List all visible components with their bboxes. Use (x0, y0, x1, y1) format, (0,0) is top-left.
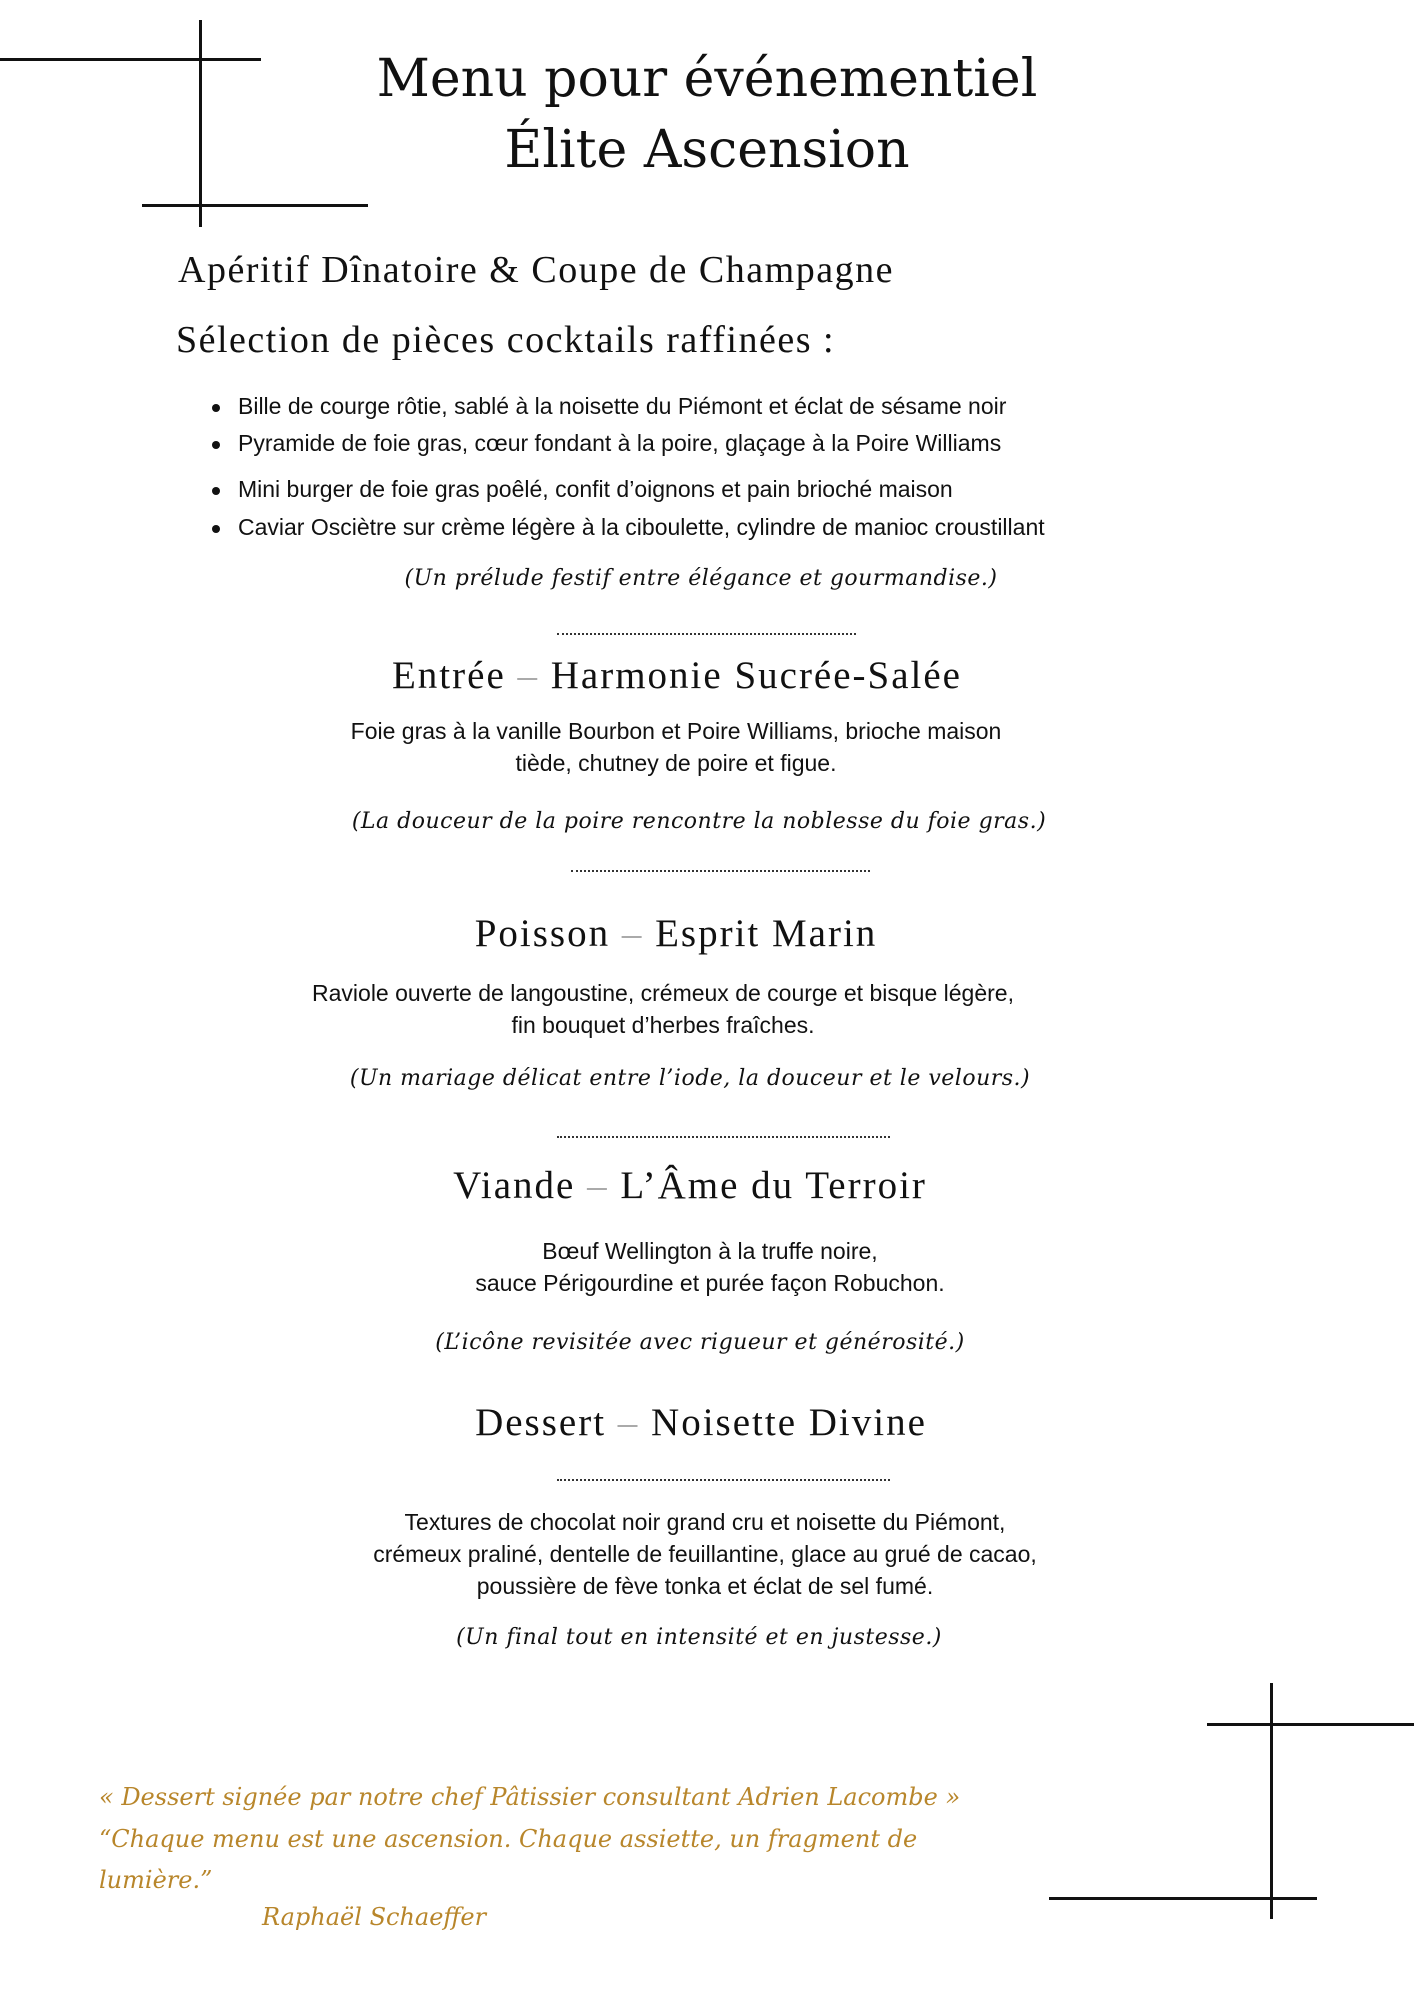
list-item (238, 430, 1001, 457)
list-item-text: Mini burger de foie gras poêlé, confit d’oignons et pain brioché maison (238, 476, 953, 502)
bullet-icon (212, 525, 220, 533)
description-line: Raviole ouverte de langoustine, crémeux de courge et bisque légère, (312, 980, 1014, 1006)
list-item-text: Bille de courge rôtie, sablé à la noisette du Piémont et éclat de sésame noir (238, 393, 1007, 419)
list-item-text: Pyramide de foie gras, cœur fondant à la poire, glaçage à la Poire Williams (238, 430, 1002, 456)
corner-line-top-h2 (142, 204, 368, 207)
pastry-chef-credit: « Dessert signée par notre chef Pâtissier consultant Adrien Lacombe » (99, 1783, 961, 1811)
section-heading-viande (0, 1163, 1397, 1208)
description-line: Textures de chocolat noir grand cru et noisette du Piémont, (404, 1509, 1006, 1535)
section-name: Dessert (475, 1401, 607, 1444)
signature: Raphaël Schaeffer (262, 1903, 487, 1931)
description-line: crémeux praliné, dentelle de feuillantine, glace au grué de cacao, (373, 1541, 1037, 1567)
section-subtitle: Harmonie Sucrée-Salée (550, 654, 962, 697)
description-line: Bœuf Wellington à la truffe noire, (542, 1238, 878, 1264)
section-heading-poisson (0, 911, 1383, 956)
section-subtitle: Noisette Divine (651, 1401, 927, 1444)
divider (557, 1136, 890, 1138)
description-line: tiède, chutney de poire et figue. (515, 750, 837, 776)
section-name: Poisson (474, 912, 611, 955)
section-subtitle: L’Âme du Terroir (620, 1164, 927, 1207)
corner-line-bottom-h1 (1207, 1723, 1414, 1726)
section-name: Entrée (391, 654, 506, 697)
divider (557, 1479, 890, 1481)
section-note-dessert: (Un final tout en intensité et en justesse.) (456, 1625, 942, 1650)
section-subtitle: Esprit Marin (655, 912, 878, 955)
divider (571, 870, 870, 872)
list-item-text: Caviar Osciètre sur crème légère à la ciboulette, cylindre de manioc croustillant (238, 514, 1045, 540)
quote-line2: lumière.” (99, 1866, 213, 1894)
section-note-poisson: (Un mariage délicat entre l’iode, la douceur et le velours.) (349, 1066, 1031, 1091)
description-line: sauce Périgourdine et purée façon Robuchon. (475, 1270, 945, 1296)
list-item (238, 393, 1006, 420)
section-name: Viande (453, 1164, 576, 1207)
aperitif-note: (Un prélude festif entre élégance et gourmandise.) (404, 566, 998, 591)
section-dash: – (621, 912, 644, 955)
section-dash: – (517, 654, 539, 697)
bullet-icon (212, 404, 220, 412)
corner-line-bottom-v (1270, 1683, 1273, 1919)
section-note-viande: (L’icône revisitée avec rigueur et générosité.) (435, 1330, 965, 1355)
description-line: poussière de fève tonka et éclat de sel fumé. (476, 1573, 934, 1599)
section-heading-entree (0, 653, 1384, 698)
description-line: fin bouquet d’herbes fraîches. (511, 1012, 815, 1038)
divider (557, 633, 856, 635)
bullet-icon (212, 441, 220, 449)
quote-line1: “Chaque menu est une ascension. Chaque assiette, un fragment de (99, 1825, 918, 1853)
list-item (238, 514, 1045, 541)
section-dash: – (587, 1164, 609, 1207)
list-item (238, 476, 953, 503)
aperitif-heading: Apéritif Dînatoire & Coupe de Champagne (178, 249, 894, 291)
section-description-dessert (0, 1506, 1410, 1602)
section-description-entree (0, 715, 1352, 779)
section-note-entree: (La douceur de la poire rencontre la noblesse du foie gras.) (351, 809, 1047, 834)
page-title-line2: Élite Ascension (504, 120, 910, 180)
section-description-poisson (0, 977, 1326, 1041)
aperitif-subheading: Sélection de pièces cocktails raffinées : (176, 319, 836, 361)
corner-line-bottom-h2 (1049, 1897, 1317, 1900)
section-dash: – (617, 1401, 640, 1444)
section-heading-dessert (0, 1400, 1408, 1445)
section-description-viande (0, 1235, 1414, 1299)
page-title-line1: Menu pour événementiel (376, 49, 1038, 109)
bullet-icon (212, 487, 220, 495)
description-line: Foie gras à la vanille Bourbon et Poire Williams, brioche maison (350, 718, 1002, 744)
